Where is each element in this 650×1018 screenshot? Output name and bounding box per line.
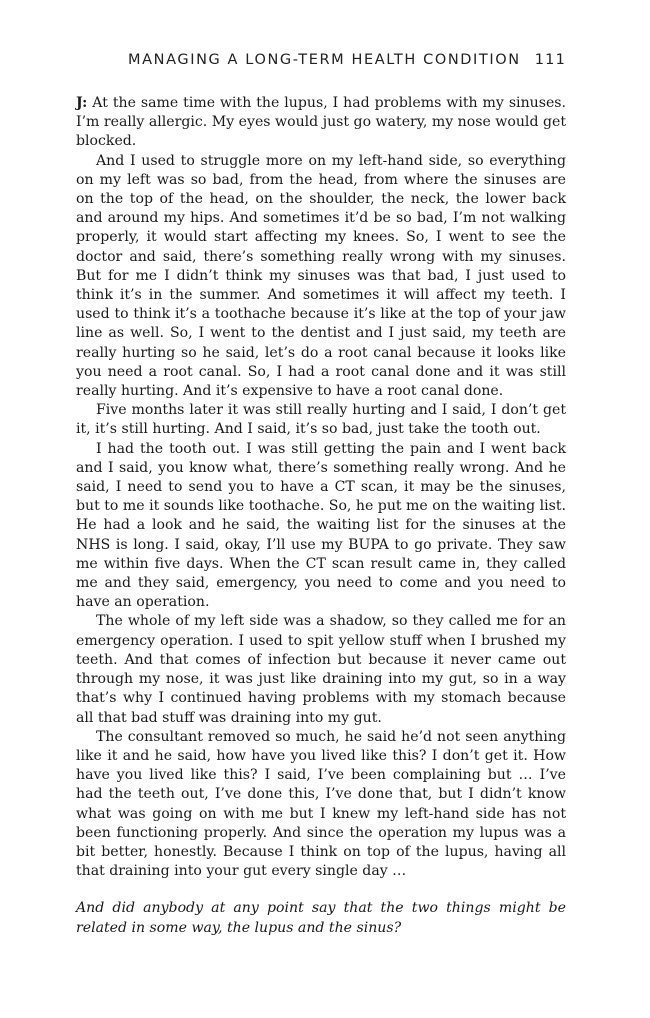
interviewer-question: And did anybody at any point say that the two things might be related in some way, the lupus and the sinus?	[76, 900, 566, 936]
paragraph-2: And I used to struggle more on my left-hand side, so everything on my left was so bad, from the head, from where the sinuses are on the top of the head, on the shoulder, the neck, the lower back and around my hips. And sometimes it’d be so bad, I’m not walking properly, it would start affecting my knees. So, I went to see the doctor and said, there’s something really wrong with my sinuses. But for me I didn’t think my sinuses was that bad, I just used to think it’s in the summer. And sometimes it will affect my teeth. I used to think it’s a toothache because it’s like at the top of your jaw line as well. So, I went to the dentist and I just said, my teeth are really hurting so he said, let’s do a root canal because it looks like you need a root canal. So, I had a root canal done and it was still really hurting. And it’s expensive to have a root canal done.	[76, 152, 566, 400]
paragraph-1	[76, 94, 566, 152]
interview-transcript	[76, 94, 566, 938]
paragraph-4: I had the tooth out. I was still getting the pain and I went back and I said, you know what, there’s something really wrong. And he said, I need to send you to have a CT scan, it may be the sinuses, but to me it sounds like toothache. So, he put me on the waiting list. He had a look and he said, the waiting list for the sinuses at the NHS is long. I said, okay, I’ll use my BUPA to go private. They saw me within five days. When the CT scan result came in, they called me and they said, emergency, you need to come and you need to have an operation.	[76, 440, 566, 611]
running-header	[76, 52, 566, 68]
page-number: 111	[534, 52, 566, 68]
paragraph-1-text: At the same time with the lupus, I had problems with my sinuses. I’m really allergic. My eyes would just go watery, my nose would get blocked.	[76, 95, 567, 150]
running-header-title: MANAGING A LONG-TERM HEALTH CONDITION	[128, 52, 521, 68]
speaker-label: J:	[76, 95, 88, 111]
paragraph-5: The whole of my left side was a shadow, so they called me for an emergency operation. I used to spit yellow stuff when I brushed my teeth. And that comes of infection but because it never came out through my nose, it was just like draining into my gut, so in a way that’s why I continued having problems with my stomach because all that bad stuff was draining into my gut.	[76, 613, 566, 726]
paragraph-6: The consultant removed so much, he said he’d not seen anything like it and he said, how have you lived like this? I don’t get it. How have you lived like this? I said, I’ve been complaining but … I’ve had the teeth out, I’ve done this, I’ve done that, but I didn’t know what was going on with me but I knew my left-hand side has not been functioning properly. And since the operation my lupus was a bit better, honestly. Because I think on top of the lupus, having all that draining into your gut every single day …	[76, 728, 566, 880]
paragraph-3: Five months later it was still really hurting and I said, I don’t get it, it’s still hurting. And I said, it’s so bad, just take the tooth out.	[76, 402, 566, 438]
